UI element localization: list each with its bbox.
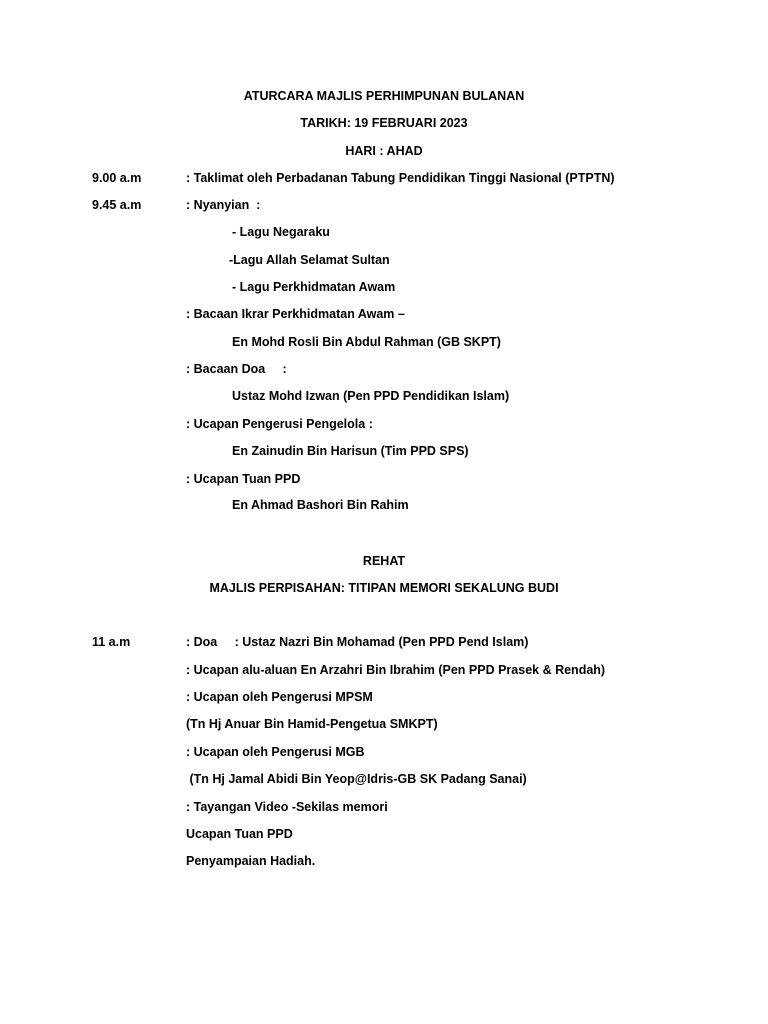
agenda-person-ikrar: En Mohd Rosli Bin Abdul Rahman (GB SKPT): [232, 335, 501, 349]
agenda-item-ikrar: : Bacaan Ikrar Perkhidmatan Awam –: [186, 307, 405, 321]
agenda-item-pengerusi: : Ucapan Pengerusi Pengelola :: [186, 417, 373, 431]
agenda-item: : Ucapan oleh Pengerusi MGB: [186, 745, 365, 759]
agenda-item: : Ucapan alu-aluan En Arzahri Bin Ibrahim (Pen PPD Prasek & Rendah): [186, 663, 606, 677]
agenda-item: : Doa : Ustaz Nazri Bin Mohamad (Pen PPD Pend Islam): [186, 635, 529, 649]
time-slot-2: 9.45 a.m: [92, 198, 142, 212]
song-item: -Lagu Allah Selamat Sultan: [229, 253, 390, 267]
agenda-item-nyanyian: : Nyanyian :: [186, 198, 261, 212]
agenda-item: (Tn Hj Jamal Abidi Bin Yeop@Idris-GB SK Padang Sanai): [186, 772, 527, 786]
agenda-person-tuan-ppd: En Ahmad Bashori Bin Rahim: [232, 498, 409, 512]
agenda-person-doa: Ustaz Mohd Izwan (Pen PPD Pendidikan Islam): [232, 389, 510, 403]
event-day: HARI : AHAD: [345, 144, 423, 158]
agenda-person-pengerusi: En Zainudin Bin Harisun (Tim PPD SPS): [232, 444, 469, 458]
song-item: - Lagu Perkhidmatan Awam: [232, 280, 396, 294]
agenda-item-tuan-ppd: : Ucapan Tuan PPD: [186, 472, 301, 486]
time-slot-3: 11 a.m: [92, 635, 131, 649]
agenda-item-taklimat: : Taklimat oleh Perbadanan Tabung Pendidikan Tinggi Nasional (PTPTN): [186, 171, 615, 185]
document-title: ATURCARA MAJLIS PERHIMPUNAN BULANAN: [243, 89, 525, 103]
agenda-item: Penyampaian Hadiah.: [186, 854, 316, 868]
rehat-heading: REHAT: [362, 554, 406, 568]
majlis-perpisahan-heading: MAJLIS PERPISAHAN: TITIPAN MEMORI SEKALUNG BUDI: [209, 581, 559, 595]
agenda-item: : Tayangan Video -Sekilas memori: [186, 800, 388, 814]
time-slot-1: 9.00 a.m: [92, 171, 142, 185]
agenda-item: (Tn Hj Anuar Bin Hamid-Pengetua SMKPT): [186, 717, 438, 731]
event-date: TARIKH: 19 FEBRUARI 2023: [300, 116, 468, 130]
agenda-item: Ucapan Tuan PPD: [186, 827, 293, 841]
agenda-item-doa: : Bacaan Doa :: [186, 362, 287, 376]
agenda-item: : Ucapan oleh Pengerusi MPSM: [186, 690, 373, 704]
song-item: - Lagu Negaraku: [232, 225, 330, 239]
